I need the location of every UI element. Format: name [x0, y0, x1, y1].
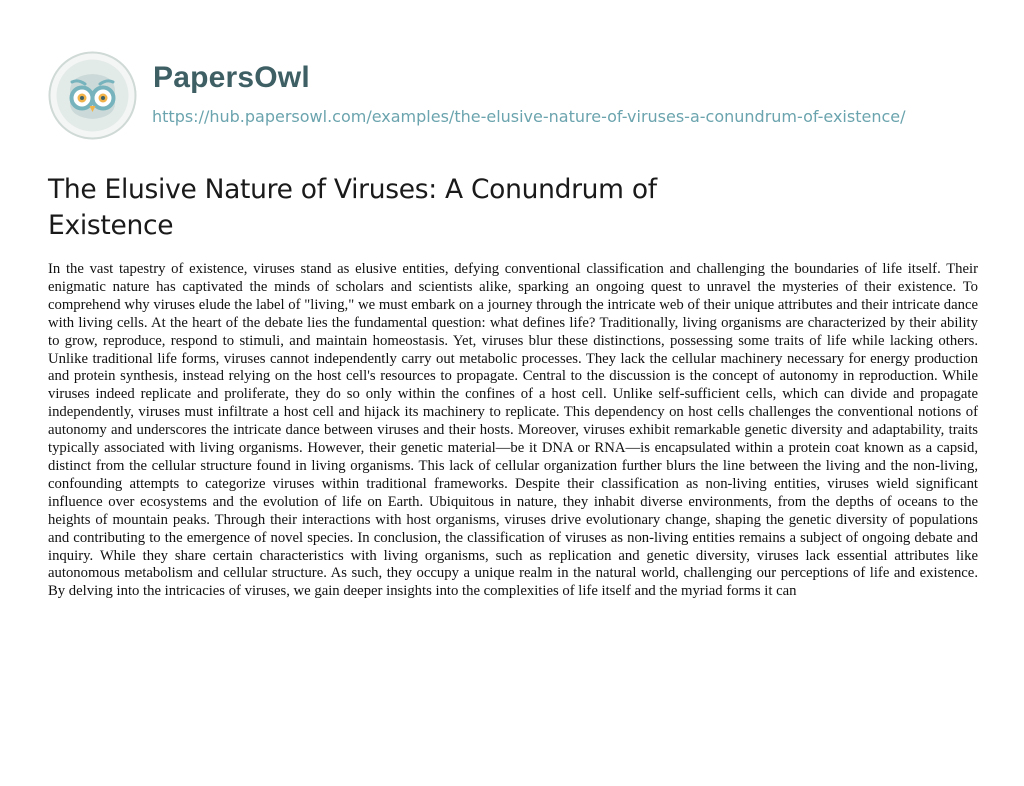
brand-name[interactable]: PapersOwl [153, 61, 310, 94]
page-bottom-margin [0, 770, 1024, 786]
owl-logo-icon[interactable] [48, 51, 137, 140]
document-body-text: In the vast tapestry of existence, viruses stand as elusive entities, defying conventional classification and challenging the boundaries of life itself. Their enigmatic nature has captivated the minds of scholars and scientists alike, sparking an ongoing quest to unravel the mysteries of their existence. To comprehend why viruses elude the label of "living," we must embark on a journey through the intricate web of their unique attributes and their intricate dance with living cells. At the heart of the debate lies the fundamental question: what defines life? Traditionally, living organisms are characterized by their ability to grow, reproduce, respond to stimuli, and maintain homeostasis. Yet, viruses blur these distinctions, possessing some traits of life while lacking others. Unlike traditional life forms, viruses cannot independently carry out metabolic processes. They lack the cellular machinery necessary for energy production and protein synthesis, instead relying on the host cell's resources to propagate. Central to the discussion is the concept of autonomy in reproduction. While viruses indeed replicate and proliferate, they do so only within the confines of a host cell. Unlike self-sufficient cells, which can divide and propagate independently, viruses must infiltrate a host cell and hijack its machinery to replicate. This dependency on host cells challenges the conventional notions of autonomy and underscores the intricate dance between viruses and their hosts. Moreover, viruses exhibit remarkable genetic diversity and adaptability, traits typically associated with living organisms. However, their genetic material—be it DNA or RNA—is encapsulated within a protein coat known as a capsid, distinct from the cellular structure found in living organisms. This lack of cellular organization further blurs the line between the living and the non-living, confounding attempts to categorize viruses within traditional frameworks. Despite their classification as non-living entities, viruses wield significant influence over ecosystems and the evolution of life on Earth. Ubiquitous in nature, they inhabit diverse environments, from the depths of oceans to the heights of mountain peaks. Through their interactions with host organisms, viruses drive evolutionary change, shaping the genetic diversity of populations and contributing to the emergence of novel species. In conclusion, the classification of viruses as non-living entities remains a subject of ongoing debate and inquiry. While they share certain characteristics with living organisms, such as replication and genetic diversity, viruses lack essential attributes like autonomous metabolism and cellular structure. As such, they occupy a unique realm in the natural world, challenging our perceptions of life and existence. By delving into the intricacies of viruses, we gain deeper insights into the complexities of life itself and the myriad forms it can [48, 261, 978, 600]
source-url-link[interactable]: https://hub.papersowl.com/examples/the-elusive-nature-of-viruses-a-conundrum-of-existence/ [152, 107, 906, 126]
document-title: The Elusive Nature of Viruses: A Conundrum of Existence [48, 174, 657, 241]
